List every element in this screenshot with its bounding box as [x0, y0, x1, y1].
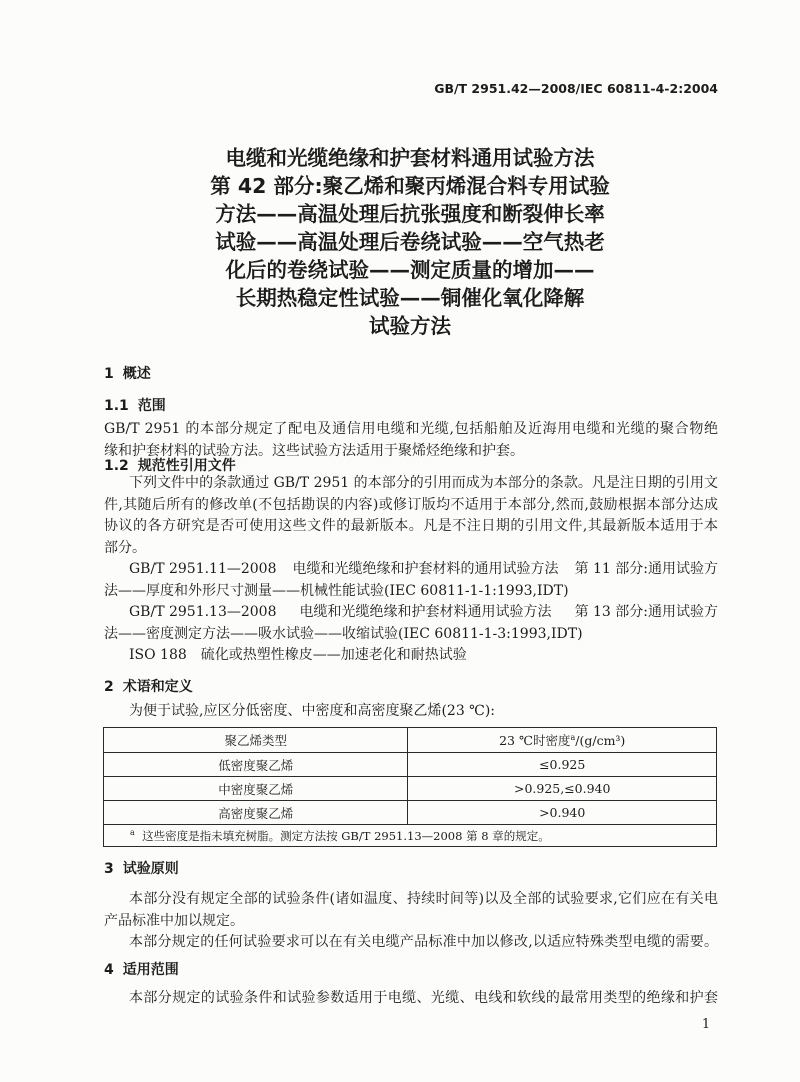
subsection-1-1-heading: [104, 396, 718, 418]
paragraph-line: 下列文件中的条款通过 GB/T 2951 的本部分的引用而成为本部分的条款。凡是注日期的引用文: [129, 475, 718, 491]
column-header-type: 聚乙烯类型: [104, 728, 408, 753]
subsection-number: 1.2: [104, 458, 129, 474]
section-number: 2: [104, 679, 114, 695]
table-footnote-row: [104, 825, 717, 847]
paragraph-line: 本部分规定的试验条件和试验参数适用于电缆、光缆、电线和软线的最常用类型的绝缘和护套: [129, 990, 718, 1006]
reference-entry: [104, 645, 718, 667]
section-1-heading: [104, 364, 718, 386]
density-cell: >0.940: [408, 801, 717, 825]
section-3-heading: [104, 859, 718, 881]
normative-references-block: [104, 473, 718, 667]
table-row: [104, 777, 717, 801]
density-label: 23 ℃时密度: [499, 733, 571, 748]
subsection-title: 规范性引用文件: [137, 458, 236, 474]
section-title: 术语和定义: [122, 679, 193, 695]
title-line: 第 42 部分:聚乙烯和聚丙烯混合料专用试验: [210, 174, 610, 198]
title-line: 电缆和光缆绝缘和护套材料通用试验方法: [225, 146, 595, 170]
table-row: [104, 801, 717, 825]
title-line: 化后的卷绕试验——测定质量的增加——: [225, 258, 595, 282]
paragraph-line: GB/T 2951 的本部分规定了配电及通信用电缆和光缆,包括船舶及近海用电缆和光缆的聚合物绝: [104, 421, 718, 437]
footnote-text: 这些密度是指未填充树脂。测定方法按 GB/T 2951.13—2008 第 8 章的规定。: [142, 828, 550, 843]
reference-entry: [104, 559, 718, 581]
table-header-row: [104, 728, 717, 753]
paragraph-line: 本部分规定的任何试验要求可以在有关电缆产品标准中加以修改,以适应特殊类型电缆的需要。: [129, 934, 718, 950]
reference-title: 电缆和光缆绝缘和护套材料通用试验方法: [299, 604, 552, 620]
section-title: 概述: [122, 366, 151, 382]
page-number: 1: [701, 1017, 711, 1032]
density-cell: ≤0.925: [408, 753, 717, 777]
paragraph-line: 部分。: [104, 539, 146, 556]
table-footnote: [104, 825, 717, 847]
section-title: 试验原则: [122, 861, 179, 877]
section-2-heading: [104, 677, 718, 699]
title-line: 试验方法: [369, 314, 451, 338]
reference-entry: [104, 602, 718, 624]
title-line: 长期热稳定性试验——铜催化氧化降解: [235, 286, 585, 310]
density-cell: >0.925,≤0.940: [408, 777, 717, 801]
density-unit: /(g/cm³): [575, 733, 626, 748]
paragraph-line: 产品标准中加以规定。: [104, 912, 244, 929]
polyethylene-type-cell: 中密度聚乙烯: [104, 777, 408, 801]
reference-title: 硫化或热塑性橡皮——加速老化和耐热试验: [200, 647, 467, 663]
subsection-number: 1.1: [104, 398, 129, 414]
reference-code: GB/T 2951.11—2008: [129, 561, 277, 577]
paragraph-line: 协议的各方研究是否可使用这些文件的最新版本。凡是不注日期的引用文件,其最新版本适用于本: [104, 518, 718, 534]
polyethylene-type-cell: 低密度聚乙烯: [104, 753, 408, 777]
polyethylene-type-cell: 高密度聚乙烯: [104, 801, 408, 825]
terms-intro: 为便于试验,应区分低密度、中密度和高密度聚乙烯(23 ℃):: [129, 703, 496, 719]
section-title: 适用范围: [122, 962, 179, 978]
title-line: 试验——高温处理后卷绕试验——空气热老: [215, 230, 605, 254]
reference-part: 第 13 部分:通用试验方: [574, 604, 718, 620]
reference-title: 电缆和光缆绝缘和护套材料的通用试验方法: [292, 561, 559, 577]
subsection-title: 范围: [137, 398, 166, 414]
reference-part: 第 11 部分:通用试验方: [574, 561, 718, 577]
column-header-density: [408, 728, 717, 753]
footnote-reference: a: [570, 732, 576, 742]
reference-code: ISO 188: [129, 647, 187, 663]
scope-of-application-paragraph: [104, 988, 718, 1010]
density-table: [103, 727, 717, 847]
section-number: 3: [104, 861, 114, 877]
title-line: 方法——高温处理后抗张强度和断裂伸长率: [215, 202, 605, 226]
reference-continuation: 法——密度测定方法——吸水试验——收缩试验(IEC 60811-1-3:1993,IDT): [104, 625, 583, 642]
paragraph-line: 本部分没有规定全部的试验条件(诸如温度、持续时间等)以及全部的试验要求,它们应在有关电: [129, 891, 718, 907]
paragraph-line: 件,其随后所有的修改单(不包括勘误的内容)或修订版均不适用于本部分,然而,鼓励根据本部分达成: [104, 496, 718, 513]
section-4-heading: [104, 960, 718, 982]
reference-continuation: 法——厚度和外形尺寸测量——机械性能试验(IEC 60811-1-1:1993,IDT): [104, 582, 569, 599]
table-row: [104, 753, 717, 777]
document-title: [100, 144, 720, 340]
section-number: 4: [104, 962, 114, 978]
reference-code: GB/T 2951.13—2008: [129, 604, 277, 620]
test-principle-paragraph: [104, 889, 718, 954]
standard-code-header: GB/T 2951.42—2008/IEC 60811-4-2:2004: [434, 81, 718, 96]
paragraph-line: 缘和护套材料的试验方法。这些试验方法适用于聚烯烃绝缘和护套。: [104, 442, 524, 459]
footnote-mark: a: [130, 827, 135, 837]
section-number: 1: [104, 366, 114, 382]
